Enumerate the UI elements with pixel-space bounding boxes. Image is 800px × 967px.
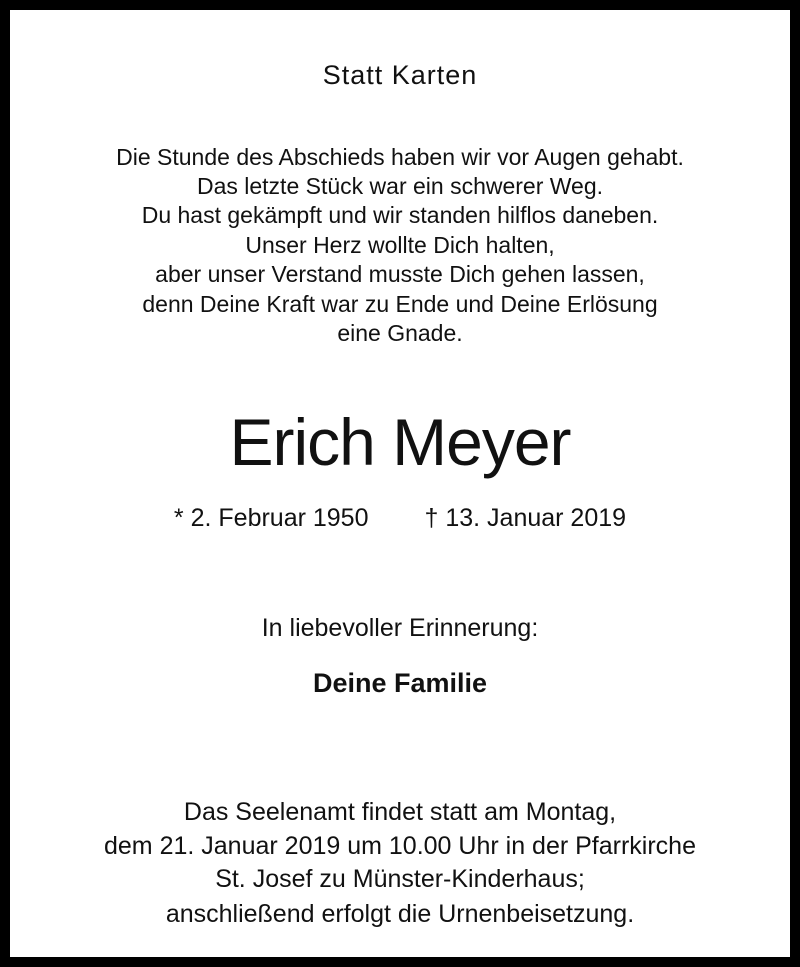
poem-line: Das letzte Stück war ein schwerer Weg. [196,173,604,199]
poem-line: eine Gnade. [337,320,463,346]
poem-line: denn Deine Kraft war zu Ende und Deine Erlösung [142,291,658,317]
service-line: Das Seelenamt findet statt am Montag, [183,798,617,826]
deceased-name: Erich Meyer [229,405,571,479]
poem-line: Unser Herz wollte Dich halten, [245,232,555,258]
poem-line: aber unser Verstand musste Dich gehen lassen, [155,261,645,287]
birth-date: * 2. Februar 1950 [173,504,369,532]
family-signature: Deine Familie [312,668,488,698]
service-line: anschließend erfolgt die Urnenbeisetzung. [165,900,635,928]
poem-line: Die Stunde des Abschieds haben wir vor Augen gehabt. [116,144,684,170]
service-line: St. Josef zu Münster-Kinderhaus; [215,865,585,893]
death-date: † 13. Januar 2019 [424,504,627,532]
memory-line: In liebevoller Erinnerung: [261,614,539,642]
life-dates [10,501,790,535]
header-statt-karten: Statt Karten [322,60,478,90]
poem-line: Du hast gekämpft und wir standen hilflos daneben. [141,202,659,228]
service-line: dem 21. Januar 2019 um 10.00 Uhr in der Pfarrkirche [104,832,696,860]
